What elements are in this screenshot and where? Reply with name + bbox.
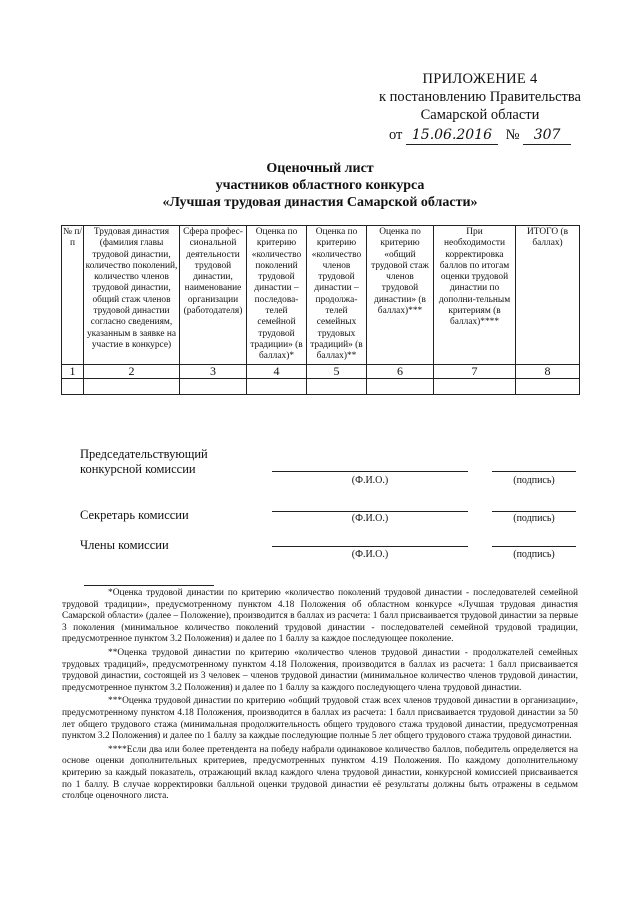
header-cell-experience: Оценка по критерию «общий трудовой стаж членов трудовой династии» (в баллах)*** (367, 226, 434, 365)
header-cell-members: Оценка по критерию «количество членов трудовой династии – продолжа-телей семейных трудовых традиций» (в баллах)** (307, 226, 367, 365)
chair-fio-line (272, 471, 468, 472)
secretary-signature-line (492, 511, 576, 512)
header-cell-sphere: Сфера профес-сиональной деятельности трудовой династии, наименование организации (работодателя) (180, 226, 247, 365)
footnote-3: ***Оценка трудовой династии по критерию «общий трудовой стаж всех членов трудовой династии в организации», предусмотренному пунктом 4.18 Положения, производится в баллах из расчета: 1 балл присваивается трудовой династии за 50 лет общего трудового стажа (минимальная продолжительность общего трудового стажа трудовой династии, предусмотренная пунктом 3.2 Положения) и далее по 1 баллу за каждые последующие полные 5 лет общего трудового стажа трудовой династии. (62, 696, 578, 742)
empty-cell (434, 378, 516, 394)
header-cell-total: ИТОГО (в баллах) (516, 226, 580, 365)
empty-cell (367, 378, 434, 394)
chair-label-line-2: конкурсной комиссии (80, 462, 196, 476)
header-cell-dynasty: Трудовая династия (фамилия главы трудовой династии, количество поколений, количество членов трудовой династии, общий стаж членов трудовой династии согласно сведениям, указанным в заявке на участие в конкурсе) (84, 226, 180, 365)
empty-cell (516, 378, 580, 394)
column-number: 8 (516, 364, 580, 378)
appendix-line-2: Самарской области (420, 107, 540, 123)
members-signature-caption: (подпись) (513, 549, 555, 560)
secretary-label: Секретарь комиссии (80, 508, 189, 522)
empty-cell (180, 378, 247, 394)
empty-cell (307, 378, 367, 394)
column-number: 3 (180, 364, 247, 378)
footnote-1: *Оценка трудовой династии по критерию «количество поколений трудовой династии - последователей семейной трудовой традиции», предусмотренному пунктом 4.18 Положения об областном конкурсе «Лучшая трудовая династия Самарской области» (далее – Положение), производится в баллах из расчета: 1 балл присваивается трудовой династии за первые 3 поколения (минимальное количество поколений трудовой династии - последователей семейной трудовой традиции, предусмотренное пунктом 3.2 Положения) и далее по 1 баллу за каждое последующее поколение. (62, 588, 578, 645)
title-line-3: «Лучшая трудовая династия Самарской области» (162, 195, 478, 210)
footnote-2: **Оценка трудовой династии по критерию «количество членов трудовой династии - продолжателей семейных трудовых традиций», предусмотренному пунктом 4.18 Положения, производится в баллах из расчета: 1 балл присваивается трудовой династии, состоящей из 3 человек – членов трудовой династии (минимальное количество членов трудовой династии, предусмотренное пунктом 3.2 Положения) и далее по 1 баллу за каждого последующего члена трудовой династии. (62, 647, 578, 693)
header-cell-correction: При необходимости корректировка баллов по итогам оценки трудовой династии по дополни-тельным критериям (в баллах)**** (434, 226, 516, 365)
date-value: 15.06.2016 (406, 126, 498, 145)
header-cell-number: № п/п (62, 226, 84, 365)
column-number: 6 (367, 364, 434, 378)
document-title (0, 160, 640, 211)
footnote-4: ****Если два или более претендента на победу набрали одинаковое количество баллов, победитель определяется на основе оценки дополнительных критериев, предусмотренных пунктом 4.19 Положения. По каждому дополнительному критерию за каждый показатель, отражающий вклад каждого члена трудовой династии, конкурсной комиссией присваивается по 1 баллу. В случае корректировки балльной оценки трудовой династии её результаты должны быть отражены в седьмом столбце оценочного листа. (62, 744, 578, 802)
table-number-row (62, 364, 580, 378)
title-line-2: участников областного конкурса (215, 178, 425, 193)
appendix-title: ПРИЛОЖЕНИЕ 4 (422, 71, 538, 87)
members-signature-line (492, 546, 576, 547)
column-number: 4 (247, 364, 307, 378)
chair-label (80, 447, 208, 477)
chair-signature-line (492, 471, 576, 472)
empty-cell (84, 378, 180, 394)
column-number: 5 (307, 364, 367, 378)
members-label: Члены комиссии (80, 538, 169, 552)
number-value: 307 (523, 126, 571, 145)
number-prefix: № (505, 127, 520, 143)
chair-signature-caption: (подпись) (513, 475, 555, 486)
secretary-fio-line (272, 511, 468, 512)
evaluation-table (61, 225, 580, 395)
chair-label-line-1: Председательствующий (80, 447, 208, 461)
appendix-date-line (360, 126, 600, 145)
chair-fio-caption: (Ф.И.О.) (351, 475, 389, 486)
column-number: 2 (84, 364, 180, 378)
secretary-fio-caption: (Ф.И.О.) (351, 513, 389, 524)
footnotes (62, 588, 578, 805)
title-line-1: Оценочный лист (266, 161, 374, 176)
table-empty-row (62, 378, 580, 394)
appendix-block (360, 70, 600, 145)
appendix-line-1: к постановлению Правительства (379, 89, 581, 105)
date-prefix: от (388, 127, 403, 143)
empty-cell (247, 378, 307, 394)
members-fio-caption: (Ф.И.О.) (351, 549, 389, 560)
column-number: 7 (434, 364, 516, 378)
secretary-signature-caption: (подпись) (513, 513, 555, 524)
table-header-row (62, 226, 580, 365)
header-cell-generations: Оценка по критерию «количество поколений трудовой династии – последова-телей семейной трудовой традиции» (в баллах)* (247, 226, 307, 365)
members-fio-line (272, 546, 468, 547)
footnote-divider (84, 585, 214, 586)
column-number: 1 (62, 364, 84, 378)
empty-cell (62, 378, 84, 394)
